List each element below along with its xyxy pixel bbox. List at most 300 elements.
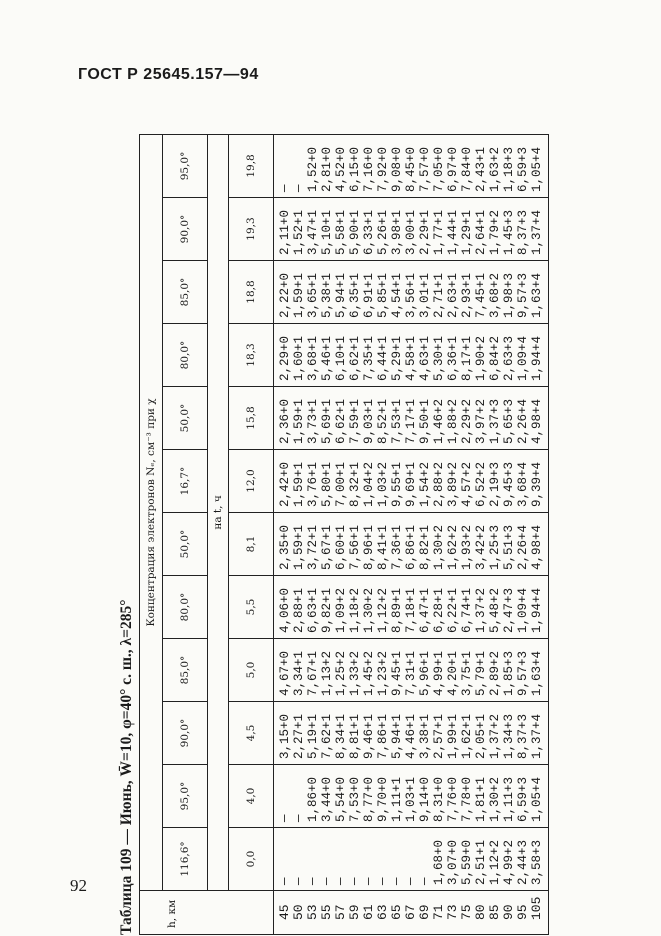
concentration-cell: 5,85+1 (376, 261, 390, 324)
concentration-cell: — (376, 828, 390, 891)
concentration-cell: 2,22+0 (274, 261, 293, 324)
concentration-cell: 1,04+2 (362, 450, 376, 513)
concentration-cell: 1,85+3 (502, 639, 516, 702)
concentration-cell: 7,35+1 (362, 324, 376, 387)
concentration-cell: 7,84+0 (460, 134, 474, 197)
concentration-cell: 2,26+4 (516, 387, 530, 450)
concentration-cell: 1,59+1 (292, 387, 306, 450)
concentration-cell: 1,68+0 (432, 828, 446, 891)
chi-header-cell: 16,7° (163, 450, 208, 513)
concentration-cell: 2,63+3 (502, 324, 516, 387)
concentration-cell: 6,47+1 (418, 576, 432, 639)
concentration-cell: 1,54+2 (418, 450, 432, 513)
concentration-cell: 6,15+0 (348, 134, 362, 197)
concentration-cell: 1,60+1 (292, 324, 306, 387)
concentration-cell: 1,94+4 (530, 576, 549, 639)
concentration-cell: 2,88+2 (432, 450, 446, 513)
concentration-cell: 8,41+1 (376, 513, 390, 576)
altitude-cell: 90 (502, 891, 516, 935)
altitude-cell: 61 (362, 891, 376, 935)
concentration-cell: 1,37+4 (530, 702, 549, 765)
concentration-cell: 5,65+3 (502, 387, 516, 450)
concentration-cell: 1,63+4 (530, 261, 549, 324)
concentration-cell: 1,12+2 (376, 576, 390, 639)
concentration-cell: 5,29+1 (390, 324, 404, 387)
concentration-cell: 9,14+0 (418, 765, 432, 828)
concentration-cell: 6,91+1 (362, 261, 376, 324)
time-header-cell: 15,8 (229, 387, 274, 450)
concentration-cell: 1,52+0 (306, 134, 320, 197)
concentration-cell: 3,72+1 (306, 513, 320, 576)
time-header-cell: 18,3 (229, 324, 274, 387)
concentration-cell: 2,29+1 (418, 198, 432, 261)
concentration-cell: 4,67+0 (274, 639, 293, 702)
concentration-cell: 2,26+4 (516, 513, 530, 576)
time-header-cell: 19,3 (229, 198, 274, 261)
table-row (502, 134, 516, 934)
concentration-cell: 1,52+1 (292, 198, 306, 261)
concentration-cell: 2,51+1 (474, 828, 488, 891)
time-header-cell: 12,0 (229, 450, 274, 513)
concentration-cell: 6,74+1 (460, 576, 474, 639)
altitude-cell: 95 (516, 891, 530, 935)
altitude-cell: 75 (460, 891, 474, 935)
concentration-cell: 1,46+2 (432, 387, 446, 450)
concentration-cell: 2,71+1 (432, 261, 446, 324)
concentration-cell: 3,00+1 (404, 198, 418, 261)
concentration-cell: 7,45+1 (474, 261, 488, 324)
concentration-cell: 1,37+2 (474, 576, 488, 639)
time-header-cell: 5,0 (229, 639, 274, 702)
concentration-cell: 1,23+2 (376, 639, 390, 702)
concentration-cell: 8,82+1 (418, 513, 432, 576)
concentration-cell: 5,38+1 (320, 261, 334, 324)
table-body (274, 134, 549, 934)
concentration-cell: 3,34+1 (292, 639, 306, 702)
concentration-cell: 3,68+4 (516, 450, 530, 513)
concentration-cell: 1,18+3 (502, 134, 516, 197)
altitude-cell: 55 (320, 891, 334, 935)
concentration-cell: 5,10+1 (320, 198, 334, 261)
altitude-cell: 57 (334, 891, 348, 935)
concentration-cell: 9,08+0 (390, 134, 404, 197)
concentration-cell: 3,58+3 (530, 828, 549, 891)
concentration-cell: 3,47+1 (306, 198, 320, 261)
concentration-cell: 3,68+1 (306, 324, 320, 387)
table-row (474, 134, 488, 934)
concentration-cell: 8,77+0 (362, 765, 376, 828)
concentration-cell: 6,60+1 (334, 513, 348, 576)
concentration-cell: — (334, 828, 348, 891)
concentration-cell: 1,13+2 (320, 639, 334, 702)
concentration-cell: 3,42+2 (474, 513, 488, 576)
concentration-cell: 2,29+0 (274, 324, 293, 387)
concentration-cell: 9,57+3 (516, 639, 530, 702)
time-header-cell: 4,5 (229, 702, 274, 765)
concentration-cell: 1,30+2 (488, 765, 502, 828)
concentration-cell: 1,37+2 (488, 702, 502, 765)
concentration-cell: 7,56+1 (348, 513, 362, 576)
concentration-cell: 1,03+1 (404, 765, 418, 828)
concentration-cell: 2,81+0 (320, 134, 334, 197)
table-row (516, 134, 530, 934)
concentration-cell: 2,19+3 (488, 450, 502, 513)
concentration-cell: 9,50+1 (418, 387, 432, 450)
concentration-cell: 2,93+1 (460, 261, 474, 324)
concentration-cell: 3,44+0 (320, 765, 334, 828)
concentration-cell: 1,05+4 (530, 765, 549, 828)
time-header-cell: 19,8 (229, 134, 274, 197)
concentration-cell: 1,98+3 (502, 261, 516, 324)
table-row (390, 134, 404, 934)
concentration-cell: 2,57+1 (432, 702, 446, 765)
table-row (432, 134, 446, 934)
table-row (334, 134, 348, 934)
concentration-cell: 4,57+2 (460, 450, 474, 513)
altitude-cell: 85 (488, 891, 502, 935)
concentration-cell: 4,06+0 (274, 576, 293, 639)
concentration-cell: 7,17+1 (404, 387, 418, 450)
concentration-cell: 5,26+1 (376, 198, 390, 261)
chi-header-cell: 80,0° (163, 576, 208, 639)
concentration-cell: 7,76+0 (446, 765, 460, 828)
table-caption: Таблица 109 — Июнь, W̄=10, φ=40° с. ш., λ=285° (118, 599, 135, 935)
concentration-cell: 5,46+1 (320, 324, 334, 387)
concentration-cell: 5,79+1 (474, 639, 488, 702)
concentration-cell: 9,69+1 (404, 450, 418, 513)
concentration-cell: 1,45+3 (502, 198, 516, 261)
table-row (348, 134, 362, 934)
concentration-cell: 2,43+1 (474, 134, 488, 197)
concentration-cell: 4,99+1 (432, 639, 446, 702)
concentration-cell: 3,97+2 (474, 387, 488, 450)
table-row (274, 134, 293, 934)
concentration-cell: — (418, 828, 432, 891)
concentration-cell: 7,53+0 (348, 765, 362, 828)
concentration-cell: 1,09+4 (516, 324, 530, 387)
concentration-cell: 2,29+2 (460, 387, 474, 450)
concentration-cell: 9,39+4 (530, 450, 549, 513)
concentration-super-header: Концентрация электронов Nₑ, см⁻³ при χ (140, 134, 163, 890)
concentration-cell: 1,34+3 (502, 702, 516, 765)
concentration-cell: 4,58+1 (404, 324, 418, 387)
table-row (362, 134, 376, 934)
rotated-table-block (115, 135, 655, 935)
concentration-cell: — (362, 828, 376, 891)
electron-concentration-table (139, 134, 549, 935)
table-row (488, 134, 502, 934)
concentration-cell: 2,64+1 (474, 198, 488, 261)
concentration-cell: 8,45+0 (404, 134, 418, 197)
concentration-cell: — (292, 134, 306, 197)
concentration-cell: 9,55+1 (390, 450, 404, 513)
concentration-cell: 1,77+1 (432, 198, 446, 261)
concentration-cell: 2,11+0 (274, 198, 293, 261)
concentration-cell: 1,29+1 (460, 198, 474, 261)
concentration-cell: 3,15+0 (274, 702, 293, 765)
concentration-cell: 8,31+0 (432, 765, 446, 828)
concentration-cell: 3,98+1 (390, 198, 404, 261)
table-row (530, 134, 549, 934)
document-header: ГОСТ Р 25645.157—94 (78, 66, 259, 83)
altitude-cell: 45 (274, 891, 293, 935)
altitude-cell: 80 (474, 891, 488, 935)
chi-header-cell: 116,6° (163, 828, 208, 891)
concentration-cell: 9,45+1 (390, 639, 404, 702)
table-row (292, 134, 306, 934)
concentration-cell: 2,47+3 (502, 576, 516, 639)
concentration-cell: 6,35+1 (348, 261, 362, 324)
concentration-cell: 5,59+0 (460, 828, 474, 891)
concentration-cell: 9,82+1 (320, 576, 334, 639)
concentration-cell: — (306, 828, 320, 891)
concentration-cell: — (390, 828, 404, 891)
concentration-cell: 4,20+1 (446, 639, 460, 702)
concentration-cell: 5,94+1 (390, 702, 404, 765)
concentration-cell: 1,37+4 (530, 198, 549, 261)
chi-header-cell: 80,0° (163, 324, 208, 387)
concentration-cell: 5,30+1 (432, 324, 446, 387)
concentration-cell: 6,59+3 (516, 765, 530, 828)
time-header-cell: 8,1 (229, 513, 274, 576)
concentration-cell: 3,75+1 (460, 639, 474, 702)
concentration-cell: 6,86+1 (404, 513, 418, 576)
concentration-cell: 4,99+2 (502, 828, 516, 891)
concentration-cell: 8,17+1 (460, 324, 474, 387)
concentration-cell: 7,67+1 (306, 639, 320, 702)
concentration-cell: 4,46+1 (404, 702, 418, 765)
concentration-cell: 7,78+0 (460, 765, 474, 828)
concentration-cell: 6,22+1 (446, 576, 460, 639)
concentration-cell: 4,98+4 (530, 513, 549, 576)
concentration-cell: 5,54+0 (334, 765, 348, 828)
concentration-cell: 8,34+1 (334, 702, 348, 765)
concentration-cell: 9,57+3 (516, 261, 530, 324)
concentration-cell: 2,88+1 (292, 576, 306, 639)
chi-header-cell: 90,0° (163, 702, 208, 765)
concentration-cell: 1,63+4 (530, 639, 549, 702)
concentration-cell: 7,00+1 (334, 450, 348, 513)
concentration-cell: 6,36+1 (446, 324, 460, 387)
concentration-cell: 9,46+1 (362, 702, 376, 765)
concentration-cell: 6,63+1 (306, 576, 320, 639)
table-row (404, 134, 418, 934)
concentration-cell: 1,88+2 (446, 387, 460, 450)
concentration-cell: 6,10+1 (334, 324, 348, 387)
concentration-cell: 1,86+0 (306, 765, 320, 828)
chi-header-cell: 85,0° (163, 261, 208, 324)
concentration-cell: 7,86+1 (376, 702, 390, 765)
concentration-cell: 2,27+1 (292, 702, 306, 765)
concentration-cell: 8,96+1 (362, 513, 376, 576)
concentration-cell: 9,45+3 (502, 450, 516, 513)
concentration-cell: 1,30+2 (362, 576, 376, 639)
concentration-cell: 7,59+1 (348, 387, 362, 450)
concentration-cell: 3,89+2 (446, 450, 460, 513)
concentration-cell: 5,94+1 (334, 261, 348, 324)
altitude-cell: 105 (530, 891, 549, 935)
concentration-cell: 3,56+1 (404, 261, 418, 324)
concentration-cell: 1,99+1 (446, 702, 460, 765)
concentration-cell: 5,96+1 (418, 639, 432, 702)
concentration-cell: 7,53+1 (390, 387, 404, 450)
altitude-cell: 71 (432, 891, 446, 935)
concentration-cell: 1,59+1 (292, 450, 306, 513)
concentration-cell: 1,37+3 (488, 387, 502, 450)
concentration-cell: 7,62+1 (320, 702, 334, 765)
concentration-cell: — (274, 828, 293, 891)
concentration-cell: 3,07+0 (446, 828, 460, 891)
time-header-cell: 0,0 (229, 828, 274, 891)
concentration-cell: 4,54+1 (390, 261, 404, 324)
altitude-cell: 67 (404, 891, 418, 935)
altitude-cell: 53 (306, 891, 320, 935)
concentration-cell: 7,36+1 (390, 513, 404, 576)
zenith-angle-header-row (163, 134, 208, 934)
concentration-cell: 1,09+4 (516, 576, 530, 639)
concentration-cell: 8,37+3 (516, 198, 530, 261)
concentration-cell: 2,35+0 (274, 513, 293, 576)
concentration-cell: 6,84+2 (488, 324, 502, 387)
concentration-cell: 3,76+1 (306, 450, 320, 513)
concentration-cell: 6,33+1 (362, 198, 376, 261)
concentration-cell: 5,67+1 (320, 513, 334, 576)
time-header-cell: 5,5 (229, 576, 274, 639)
chi-header-cell: 90,0° (163, 198, 208, 261)
concentration-cell: 6,59+3 (516, 134, 530, 197)
concentration-cell: 3,65+1 (306, 261, 320, 324)
concentration-cell: 9,70+0 (376, 765, 390, 828)
altitude-cell: 63 (376, 891, 390, 935)
concentration-cell: 1,11+1 (390, 765, 404, 828)
altitude-cell: 65 (390, 891, 404, 935)
concentration-cell: 6,62+1 (348, 324, 362, 387)
concentration-cell: 5,58+1 (334, 198, 348, 261)
time-header-cell: 18,8 (229, 261, 274, 324)
concentration-cell: 7,18+1 (404, 576, 418, 639)
concentration-cell: 1,25+3 (488, 513, 502, 576)
concentration-cell: 1,33+2 (348, 639, 362, 702)
concentration-cell: 5,48+2 (488, 576, 502, 639)
concentration-cell: 5,90+1 (348, 198, 362, 261)
concentration-cell: 3,73+1 (306, 387, 320, 450)
concentration-cell: 2,36+0 (274, 387, 293, 450)
altitude-cell: 59 (348, 891, 362, 935)
concentration-cell: 5,19+1 (306, 702, 320, 765)
table-row (376, 134, 390, 934)
concentration-cell: 6,52+2 (474, 450, 488, 513)
page-number: 92 (70, 876, 87, 895)
concentration-cell: 3,68+2 (488, 261, 502, 324)
concentration-cell: 4,63+1 (418, 324, 432, 387)
concentration-cell: 3,38+1 (418, 702, 432, 765)
table-row (446, 134, 460, 934)
concentration-cell: 1,62+2 (446, 513, 460, 576)
concentration-cell: 5,80+1 (320, 450, 334, 513)
concentration-cell: 1,90+2 (474, 324, 488, 387)
concentration-cell: — (274, 134, 293, 197)
concentration-cell: 6,62+1 (334, 387, 348, 450)
concentration-cell: — (292, 765, 306, 828)
concentration-cell: 4,52+0 (334, 134, 348, 197)
concentration-cell: 1,30+2 (432, 513, 446, 576)
concentration-cell: 1,94+4 (530, 324, 549, 387)
table-row (460, 134, 474, 934)
concentration-cell: 1,62+1 (460, 702, 474, 765)
concentration-cell: 3,01+1 (418, 261, 432, 324)
concentration-cell: 1,25+2 (334, 639, 348, 702)
concentration-cell: 1,59+1 (292, 261, 306, 324)
concentration-cell: 4,98+4 (530, 387, 549, 450)
concentration-cell: 9,03+1 (362, 387, 376, 450)
concentration-cell: 1,05+4 (530, 134, 549, 197)
chi-header-cell: 50,0° (163, 513, 208, 576)
concentration-cell: 5,69+1 (320, 387, 334, 450)
concentration-cell: 8,32+1 (348, 450, 362, 513)
table-row (418, 134, 432, 934)
chi-header-cell: 95,0° (163, 134, 208, 197)
concentration-cell: 1,12+2 (488, 828, 502, 891)
time-header-row (229, 134, 274, 934)
concentration-cell: 8,89+1 (390, 576, 404, 639)
chi-header-cell: 85,0° (163, 639, 208, 702)
concentration-cell: — (404, 828, 418, 891)
concentration-cell: 7,92+0 (376, 134, 390, 197)
table-row (320, 134, 334, 934)
concentration-cell: 1,09+2 (334, 576, 348, 639)
concentration-cell: 8,81+1 (348, 702, 362, 765)
concentration-cell: 7,31+1 (404, 639, 418, 702)
concentration-cell: 1,59+1 (292, 513, 306, 576)
table-row (306, 134, 320, 934)
concentration-cell: 2,63+1 (446, 261, 460, 324)
concentration-cell: 1,18+2 (348, 576, 362, 639)
chi-header-cell: 95,0° (163, 765, 208, 828)
concentration-cell: 2,44+3 (516, 828, 530, 891)
concentration-cell: 8,37+3 (516, 702, 530, 765)
concentration-cell: — (292, 828, 306, 891)
concentration-cell: 1,11+3 (502, 765, 516, 828)
concentration-cell: 1,93+2 (460, 513, 474, 576)
concentration-cell: 6,44+1 (376, 324, 390, 387)
concentration-cell: 7,16+0 (362, 134, 376, 197)
chi-header-cell: 50,0° (163, 387, 208, 450)
concentration-cell: 1,81+1 (474, 765, 488, 828)
altitude-cell: 73 (446, 891, 460, 935)
concentration-cell: 6,28+1 (432, 576, 446, 639)
time-header-cell: 4,0 (229, 765, 274, 828)
concentration-cell: 2,05+1 (474, 702, 488, 765)
concentration-cell: 6,97+0 (446, 134, 460, 197)
time-super-header: на t, ч (208, 134, 229, 890)
concentration-cell: — (320, 828, 334, 891)
altitude-cell: 50 (292, 891, 306, 935)
altitude-column-header: h, км (140, 891, 274, 935)
concentration-cell: 1,03+2 (376, 450, 390, 513)
concentration-cell: 1,79+2 (488, 198, 502, 261)
concentration-cell: 1,45+2 (362, 639, 376, 702)
concentration-cell: — (274, 765, 293, 828)
concentration-cell: 2,89+2 (488, 639, 502, 702)
concentration-cell: 8,52+1 (376, 387, 390, 450)
altitude-cell: 69 (418, 891, 432, 935)
concentration-cell: 1,44+1 (446, 198, 460, 261)
concentration-cell: 2,42+0 (274, 450, 293, 513)
concentration-cell: 5,51+3 (502, 513, 516, 576)
concentration-cell: 7,05+0 (432, 134, 446, 197)
concentration-cell: 7,57+0 (418, 134, 432, 197)
concentration-cell: 1,63+2 (488, 134, 502, 197)
